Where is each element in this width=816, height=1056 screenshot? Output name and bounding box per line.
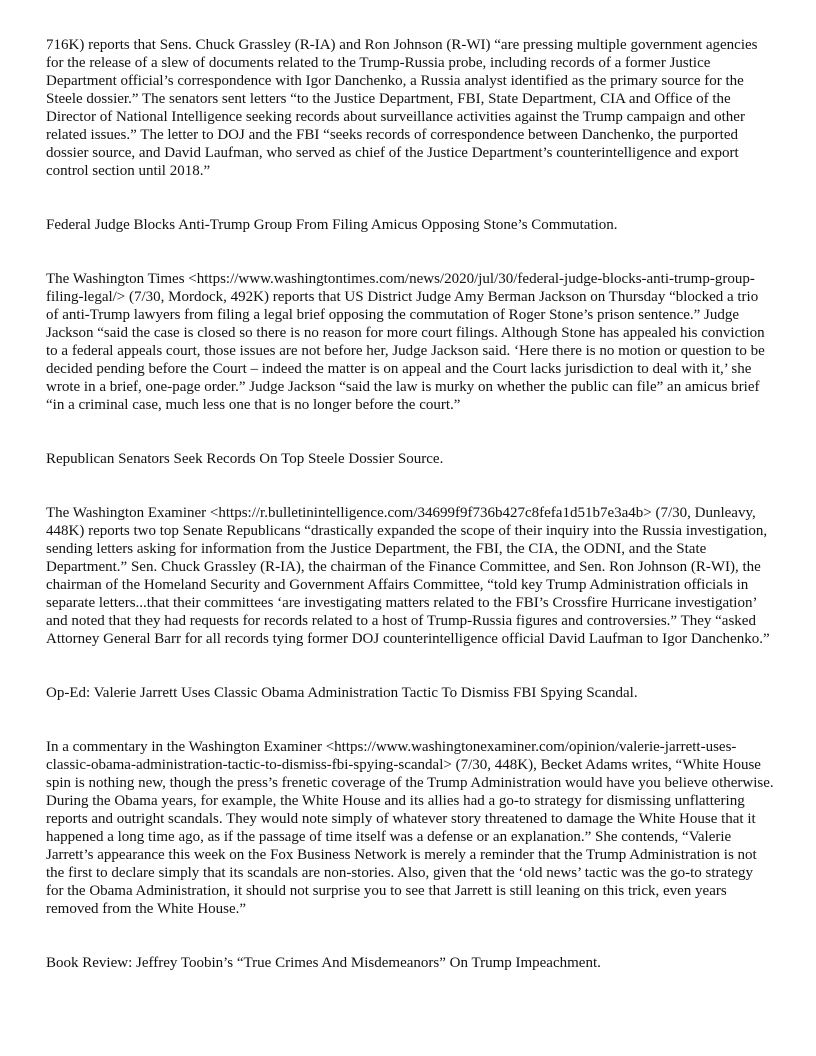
document-page: [46, 36, 774, 972]
spacer: [46, 648, 774, 684]
spacer: [46, 234, 774, 270]
headline-judge-blocks-amicus: Federal Judge Blocks Anti-Trump Group From Filing Amicus Opposing Stone’s Commutation.: [46, 217, 618, 233]
headline-op-ed-jarrett: Op-Ed: Valerie Jarrett Uses Classic Obama Administration Tactic To Dismiss FBI Spying Scandal.: [46, 685, 638, 701]
article-paragraph-washington-examiner: The Washington Examiner <https://r.bulletinintelligence.com/34699f9f736b427c8fefa1d51b7e3a4b> (7/30, Dunleavy, 448K) reports two top Senate Republicans “drastically expanded the scope of their inquiry into the Russia investigation, sending letters asking for information from the Justice Department, the FBI, the CIA, the ODNI, and the State Department.” Sen. Chuck Grassley (R-IA), the chairman of the Finance Committee, and Sen. Ron Johnson (R-WI), the chairman of the Homeland Security and Government Affairs Committee, “told key Trump Administration officials in separate letters...that their committees ‘are investigating matters related to the FBI’s Crossfire Hurricane investigation’ and noted that they had requests for records related to a host of Trump-Russia figures and controversies.” They “asked Attorney General Barr for all records tying former DOJ counterintelligence official David Laufman to Igor Danchenko.”: [46, 505, 770, 647]
spacer: [46, 702, 774, 738]
spacer: [46, 180, 774, 216]
article-paragraph-grassley-johnson: 716K) reports that Sens. Chuck Grassley (R-IA) and Ron Johnson (R-WI) “are pressing multiple government agencies for the release of a slew of documents related to the Trump-Russia probe, including records of a former Justice Department official’s correspondence with Igor Danchenko, a Russia analyst identified as the primary source for the Steele dossier.” The senators sent letters “to the Justice Department, FBI, State Department, CIA and Office of the Director of National Intelligence seeking records about surveillance activities against the Trump campaign and other related issues.” The letter to DOJ and the FBI “seeks records of correspondence between Danchenko, the purported dossier source, and David Laufman, who served as chief of the Justice Department’s counterintelligence and export control section until 2018.”: [46, 37, 758, 179]
article-paragraph-commentary-adams: In a commentary in the Washington Examiner <https://www.washingtonexaminer.com/opinion/valerie-jarrett-uses-classic-obama-administration-tactic-to-dismiss-fbi-spying-scandal> (7/30, 448K), Becket Adams writes, “White House spin is nothing new, though the press’s frenetic coverage of the Trump Administration would have you believe otherwise. During the Obama years, for example, the White House and its allies had a go-to strategy for dismissing unflattering reports and outright scandals. They would note simply of whatever story threatened to damage the White House that it happened a long time ago, as if the passage of time itself was a defense or an explanation.” She contends, “Valerie Jarrett’s appearance this week on the Fox Business Network is merely a reminder that the Trump Administration is not the first to declare simply that its scandals are non-stories. Also, given that the ‘old news’ tactic was the go-to strategy for the Obama Administration, it should not surprise you to see that Jarrett is still leaning on this trick, even years removed from the White House.”: [46, 739, 774, 917]
headline-book-review-toobin: Book Review: Jeffrey Toobin’s “True Crimes And Misdemeanors” On Trump Impeachment.: [46, 955, 601, 971]
spacer: [46, 918, 774, 954]
headline-republican-senators: Republican Senators Seek Records On Top Steele Dossier Source.: [46, 451, 444, 467]
spacer: [46, 414, 774, 450]
spacer: [46, 468, 774, 504]
article-paragraph-washington-times: The Washington Times <https://www.washingtontimes.com/news/2020/jul/30/federal-judge-blocks-anti-trump-group-filing-legal/> (7/30, Mordock, 492K) reports that US District Judge Amy Berman Jackson on Thursday “blocked a trio of anti-Trump lawyers from filing a legal brief opposing the commutation of Roger Stone’s prison sentence.” Judge Jackson “said the case is closed so there is no reason for more court filings. Although Stone has appealed his conviction to a federal appeals court, those issues are not before her, Judge Jackson said. ‘Here there is no motion or question to be decided pending before the Court – indeed the matter is on appeal and the Court lacks jurisdiction to deal with it,’ she wrote in a brief, one-page order.” Judge Jackson “said the law is murky on whether the public can file” an amicus brief “in a criminal case, much less one that is no longer before the court.”: [46, 271, 765, 413]
